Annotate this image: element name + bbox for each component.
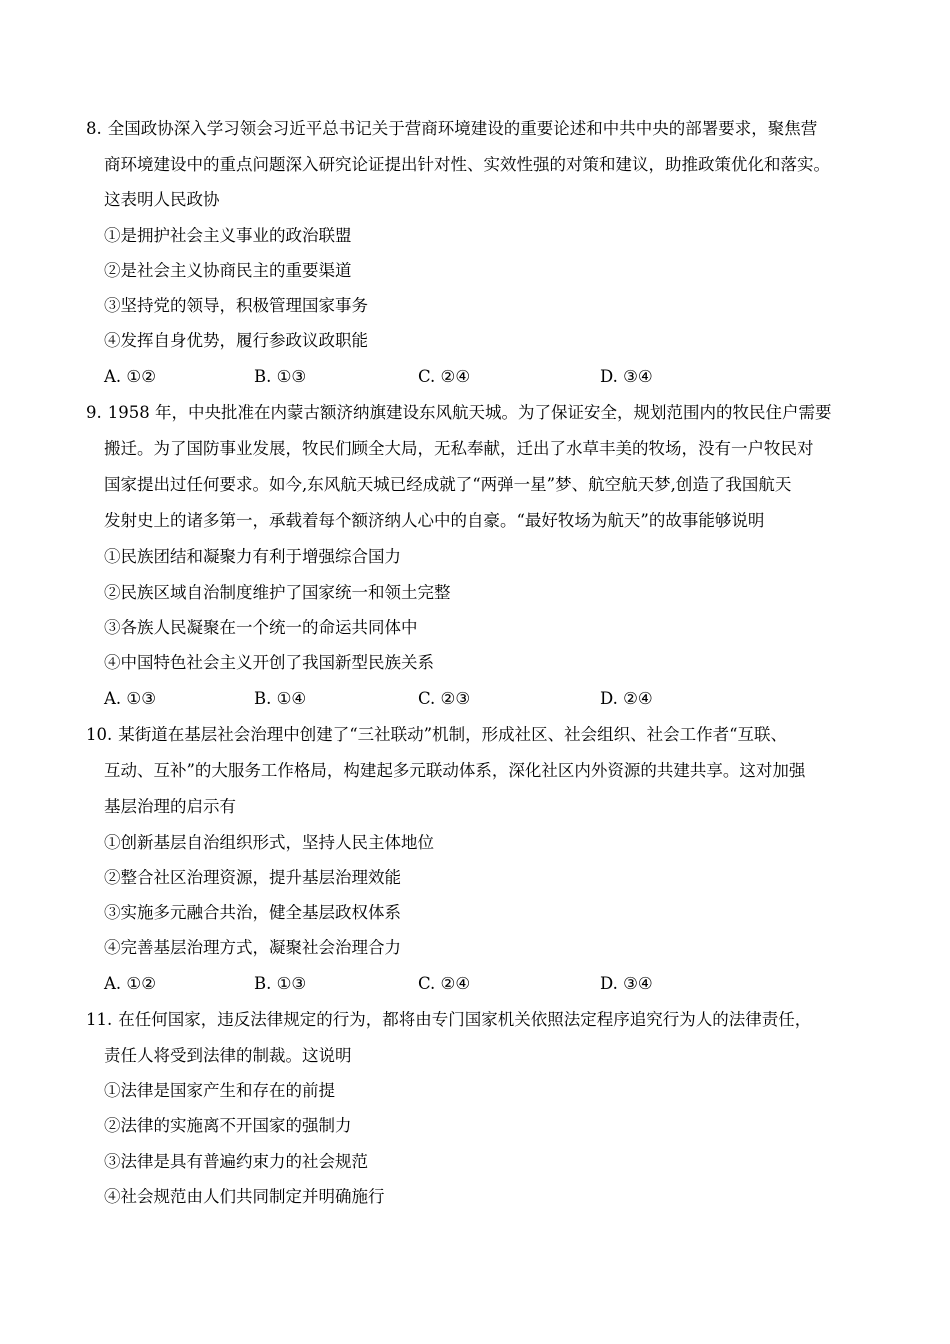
question-number: 10. <box>86 725 113 744</box>
question-number: 9. <box>86 403 102 422</box>
choice-c[interactable]: C. ②④ <box>418 974 471 993</box>
choice-b[interactable]: B. ①④ <box>254 689 307 708</box>
question-line: 9. 1958 年，中央批准在内蒙古额济纳旗建设东风航天城。为了保证安全，规划范围内的牧民住户需要 <box>86 403 832 422</box>
statement-4: ④完善基层治理方式，凝聚社会治理合力 <box>104 938 401 957</box>
question-line: 责任人将受到法律的制裁。这说明 <box>104 1046 352 1065</box>
question-line: 8. 全国政协深入学习领会习近平总书记关于营商环境建设的重要论述和中共中央的部署要求，聚焦营 <box>86 119 818 138</box>
question-line: 商环境建设中的重点问题深入研究论证提出针对性、实效性强的对策和建议，助推政策优化和落实。 <box>104 155 830 174</box>
question-line: 国家提出过任何要求。如今,东风航天城已经成就了“两弹一星”梦、航空航天梦,创造了我国航天 <box>104 475 792 494</box>
choice-b[interactable]: B. ①③ <box>254 974 307 993</box>
statement-2: ②是社会主义协商民主的重要渠道 <box>104 261 352 280</box>
statement-2: ②法律的实施离不开国家的强制力 <box>104 1116 352 1135</box>
statement-3: ③实施多元融合共治，健全基层政权体系 <box>104 903 401 922</box>
question-line: 互动、互补”的大服务工作格局，构建起多元联动体系，深化社区内外资源的共建共享。这对加强 <box>104 761 806 780</box>
choice-d[interactable]: D. ③④ <box>600 367 653 386</box>
question-line: 11. 在任何国家，违反法律规定的行为，都将由专门国家机关依照法定程序追究行为人的法律责任， <box>86 1010 812 1029</box>
choice-b[interactable]: B. ①③ <box>254 367 307 386</box>
choice-c[interactable]: C. ②④ <box>418 367 471 386</box>
statement-3: ③法律是具有普遍约束力的社会规范 <box>104 1152 368 1171</box>
statement-4: ④中国特色社会主义开创了我国新型民族关系 <box>104 653 434 672</box>
choice-d[interactable]: D. ②④ <box>600 689 653 708</box>
statement-1: ①是拥护社会主义事业的政治联盟 <box>104 226 352 245</box>
question-line: 基层治理的启示有 <box>104 797 236 816</box>
statement-2: ②整合社区治理资源，提升基层治理效能 <box>104 868 401 887</box>
choice-c[interactable]: C. ②③ <box>418 689 471 708</box>
question-line: 发射史上的诸多第一，承载着每个额济纳人心中的自豪。“最好牧场为航天”的故事能够说明 <box>104 511 765 530</box>
statement-1: ①法律是国家产生和存在的前提 <box>104 1081 335 1100</box>
question-line: 搬迁。为了国防事业发展，牧民们顾全大局，无私奉献，迁出了水草丰美的牧场，没有一户牧民对 <box>104 439 814 458</box>
statement-1: ①创新基层自治组织形式，坚持人民主体地位 <box>104 833 434 852</box>
statement-2: ②民族区域自治制度维护了国家统一和领土完整 <box>104 583 451 602</box>
question-line: 这表明人民政协 <box>104 190 220 209</box>
choice-a[interactable]: A. ①② <box>104 367 156 386</box>
statement-1: ①民族团结和凝聚力有利于增强综合国力 <box>104 547 401 566</box>
statement-3: ③各族人民凝聚在一个统一的命运共同体中 <box>104 618 418 637</box>
statement-4: ④社会规范由人们共同制定并明确施行 <box>104 1187 385 1206</box>
choice-a[interactable]: A. ①② <box>104 974 156 993</box>
question-number: 8. <box>86 119 102 138</box>
question-number: 11. <box>86 1010 113 1029</box>
choice-a[interactable]: A. ①③ <box>104 689 156 708</box>
statement-3: ③坚持党的领导，积极管理国家事务 <box>104 296 368 315</box>
statement-4: ④发挥自身优势，履行参政议政职能 <box>104 331 368 350</box>
choice-d[interactable]: D. ③④ <box>600 974 653 993</box>
question-line: 10. 某街道在基层社会治理中创建了“三社联动”机制，形成社区、社会组织、社会工作者“互联、 <box>86 725 788 744</box>
